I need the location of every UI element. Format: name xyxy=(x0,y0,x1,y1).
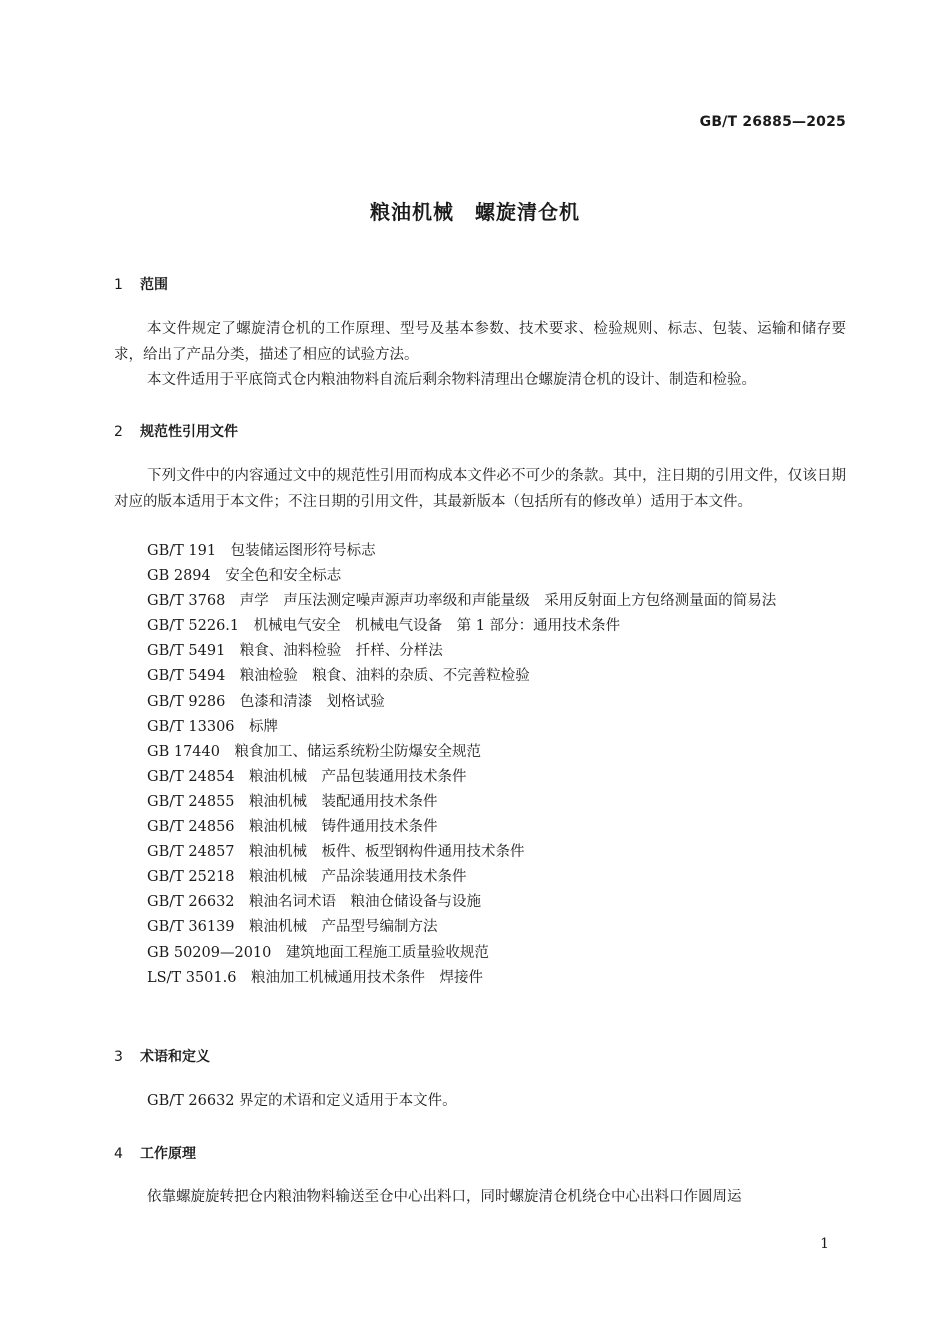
section-heading-terms-definitions xyxy=(114,1046,210,1066)
section-title: 规范性引用文件 xyxy=(140,424,238,440)
reference-item: GB/T 24855 粮油机械 装配通用技术条件 xyxy=(147,793,438,810)
reference-item: LS/T 3501.6 粮油加工机械通用技术条件 焊接件 xyxy=(147,969,483,986)
reference-item: GB/T 5226.1 机械电气安全 机械电气设备 第 1 部分：通用技术条件 xyxy=(147,618,621,635)
reference-item: GB/T 3768 声学 声压法测定噪声源声功率级和声能量级 采用反射面上方包络测量面的简易法 xyxy=(147,593,777,610)
paragraph: 本文件适用于平底筒式仓内粮油物料自流后剩余物料清理出仓螺旋清仓机的设计、制造和检验。 xyxy=(147,372,756,388)
paragraph: 依靠螺旋旋转把仓内粮油物料输送至仓中心出料口，同时螺旋清仓机绕仓中心出料口作圆周运 xyxy=(147,1189,742,1205)
section-title: 工作原理 xyxy=(140,1146,196,1162)
paragraph: 下列文件中的内容通过文中的规范性引用而构成本文件必不可少的条款。其中，注日期的引用文件，仅该日期对应的版本适用于本文件；不注日期的引用文件，其最新版本（包括所有的修改单）适用于本文件。 xyxy=(114,468,846,510)
section-title: 术语和定义 xyxy=(140,1049,210,1065)
reference-item: GB/T 36139 粮油机械 产品型号编制方法 xyxy=(147,919,438,936)
section-number: 3 xyxy=(114,1049,123,1065)
reference-item: GB/T 191 包装储运图形符号标志 xyxy=(147,543,376,559)
reference-item: GB/T 24854 粮油机械 产品包装通用技术条件 xyxy=(147,768,467,785)
reference-item: GB/T 9286 色漆和清漆 划格试验 xyxy=(147,693,385,710)
reference-item: GB/T 13306 标牌 xyxy=(147,718,279,735)
reference-item: GB/T 5491 粮食、油料检验 扦样、分样法 xyxy=(147,643,443,660)
reference-item: GB/T 24856 粮油机械 铸件通用技术条件 xyxy=(147,819,438,836)
reference-item: GB 2894 安全色和安全标志 xyxy=(147,568,342,585)
reference-item: GB 17440 粮食加工、储运系统粉尘防爆安全规范 xyxy=(147,743,481,760)
paragraph: GB/T 26632 界定的术语和定义适用于本文件。 xyxy=(147,1093,457,1109)
reference-item: GB 50209—2010 建筑地面工程施工质量验收规范 xyxy=(147,944,489,961)
page-number: 1 xyxy=(820,1236,829,1252)
section-heading-scope xyxy=(114,274,168,294)
section-number: 1 xyxy=(114,277,123,293)
document-title: 粮油机械 螺旋清仓机 xyxy=(370,200,580,224)
section-number: 4 xyxy=(114,1146,123,1162)
standard-code: GB/T 26885—2025 xyxy=(699,114,846,130)
paragraph: 本文件规定了螺旋清仓机的工作原理、型号及基本参数、技术要求、检验规则、标志、包装、运输和储存要求，给出了产品分类，描述了相应的试验方法。 xyxy=(114,321,846,363)
section-heading-normative-references xyxy=(114,421,238,441)
section-title: 范围 xyxy=(140,277,168,293)
reference-item: GB/T 25218 粮油机械 产品涂装通用技术条件 xyxy=(147,869,467,886)
reference-list xyxy=(114,539,846,991)
section-heading-working-principle xyxy=(114,1143,196,1163)
section-number: 2 xyxy=(114,424,123,440)
reference-item: GB/T 26632 粮油名词术语 粮油仓储设备与设施 xyxy=(147,894,482,911)
reference-item: GB/T 24857 粮油机械 板件、板型钢构件通用技术条件 xyxy=(147,844,525,861)
reference-item: GB/T 5494 粮油检验 粮食、油料的杂质、不完善粒检验 xyxy=(147,668,530,685)
